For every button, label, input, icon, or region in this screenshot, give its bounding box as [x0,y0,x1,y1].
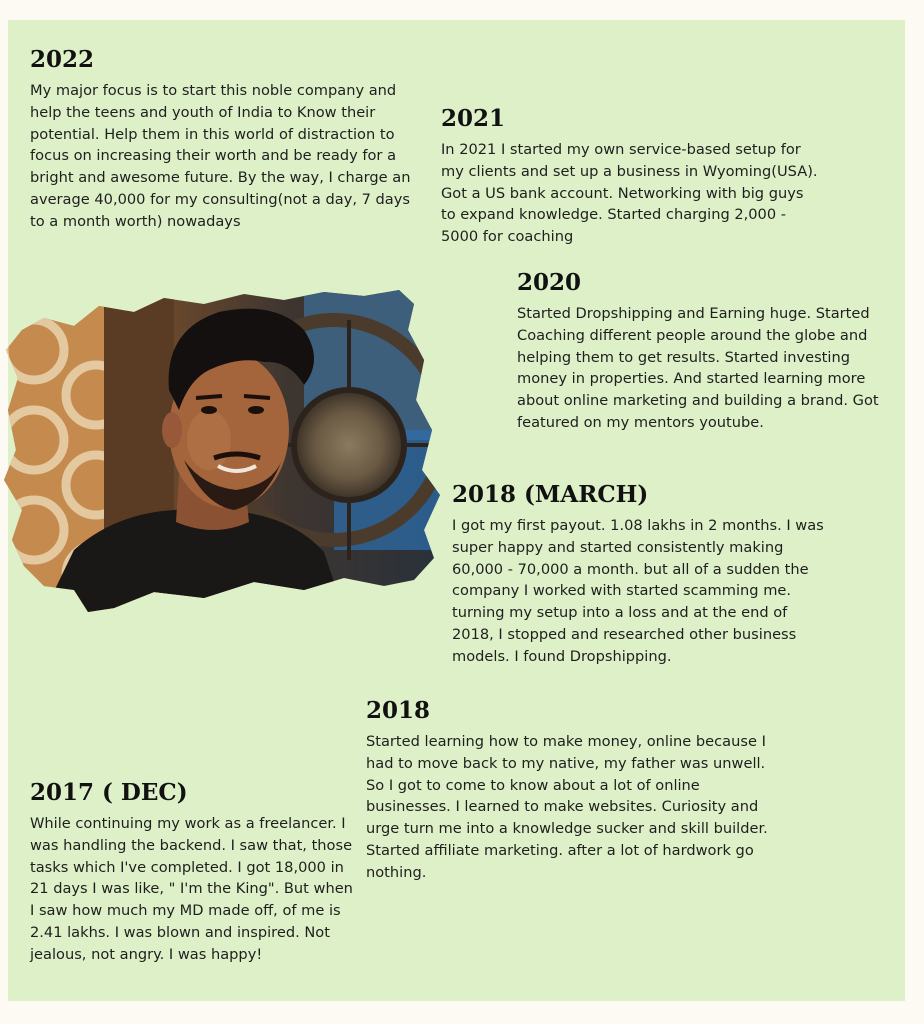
portrait-photo [4,290,442,612]
entry-text: While continuing my work as a freelancer. I was handling the backend. I saw that, those tasks which I've completed. I got 18,000 in 21 days I was like, " I'm the King". But when I saw how much my MD made off, of me is 2.41 lakhs. I was blown and inspired. Not jealous, not angry. I was happy! [30,815,353,963]
entry-year: 2018 (MARCH) [452,481,649,508]
entry-year: 2022 [30,46,95,73]
entry-year: 2021 [441,105,506,132]
entry-text: I got my first payout. 1.08 lakhs in 2 months. I was super happy and started consistently making 60,000 - 70,000 a month. but all of a sudden the company I worked with started scamming me. turning my setup into a loss and at the end of 2018, I stopped and researched other business models. I found Dropshipping. [452,517,824,665]
entry-text: In 2021 I started my own service-based setup for my clients and set up a business in Wyoming(USA). Got a US bank account. Networking with big guys to expand knowledge. Started charging 2,000 - 5000 for coaching [441,141,818,246]
entry-year: 2018 [366,697,431,724]
timeline-entry-2022 [30,46,412,233]
entry-text: My major focus is to start this noble company and help the teens and youth of India to Know their potential. Help them in this world of distraction to focus on increasing their worth and be ready for a bright and awesome future. By the way, I charge an average 40,000 for my consulting(not a day, 7 days to a month worth) nowadays [30,82,411,230]
timeline-entry-2017-dec [30,779,360,966]
timeline-entry-2020 [517,269,895,434]
entry-year: 2017 ( DEC) [30,779,188,806]
entry-text: Started learning how to make money, online because I had to move back to my native, my father was unwell. So I got to come to know about a lot of online businesses. I learned to make websites. Curiosity and urge turn me into a knowledge sucker and skill builder. Started affiliate marketing. after a lot of hardwork go nothing. [366,733,768,881]
entry-year: 2020 [517,269,582,296]
entry-text: Started Dropshipping and Earning huge. Started Coaching different people around the globe and helping them to get results. Started investing money in properties. And started learning more about online marketing and building a brand. Got featured on my mentors youtube. [517,305,879,431]
timeline-entry-2018 [366,697,778,884]
timeline-entry-2021 [441,105,821,248]
timeline-entry-2018-march [452,481,824,668]
